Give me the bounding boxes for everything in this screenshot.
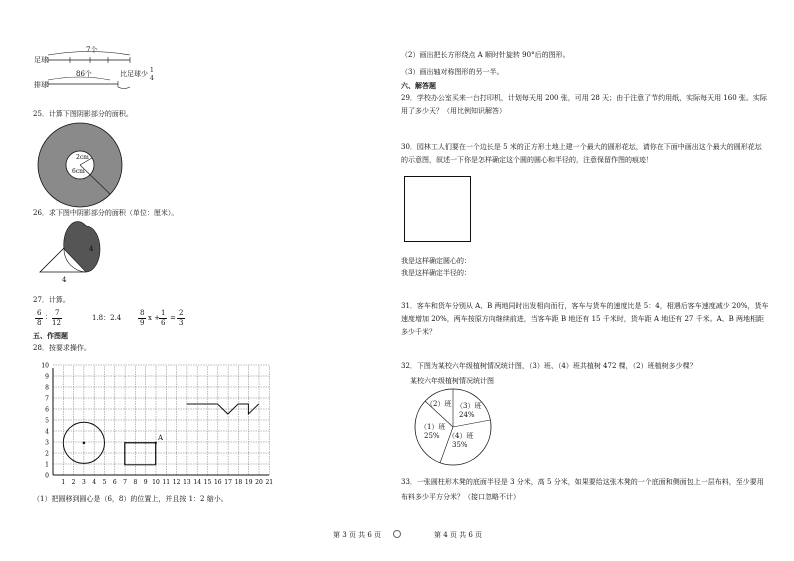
square-plot [404,176,471,242]
q28-text: 28．按要求操作。 [33,344,91,352]
pie-slice-4: （4）班 [448,432,474,440]
inner-radius-label: 2cm [76,154,89,161]
outer-radius-label: 6cm [72,168,85,175]
expr1-a-den: 8 [37,319,42,327]
point-a-label: A [158,434,164,442]
q30-center: 我是这样确定圆心的： [401,257,471,265]
y-tick-label: 7 [45,395,49,403]
point-a-dot [155,442,157,444]
line-segment-diagram [0,40,120,90]
q25-text: 25．计算下图阴影部分的面积。 [33,110,133,118]
expr1-op: ： [45,313,52,321]
q28-sub3: （3）画出轴对称图形的另一半。 [401,68,504,76]
pie-slice-3: （3）班 [456,402,482,410]
coordinate-grid [33,360,293,490]
y-tick-label: 6 [45,406,49,414]
bottom-mark: 86个 [76,70,92,78]
x-tick-label: 18 [234,479,243,486]
expr3-a-den: 9 [140,319,145,327]
label-football: 足球 [34,56,48,64]
q33-line1: 33．一张圆柱形木凳的底面半径是 3 分米，高 5 分米，如果要给这张木凳的一个底面和侧面包上一层布料，至少要用 [401,478,764,486]
q31-line3: 多少千米？ [401,328,436,336]
footer-left-page: 第 3 页 共 6 页 [333,531,382,539]
pie-value-3: 24% [459,411,475,419]
expr3-c-num: 2 [179,309,184,317]
q30-radius: 我是这样确定半径的： [401,269,471,277]
x-tick-label: 4 [92,479,97,486]
x-tick-label: 2 [71,479,76,486]
q26-text: 26．求下图中阴影部分的面积（单位：厘米）。 [33,209,179,217]
pie-value-1: 25% [424,432,440,440]
circle-center-dot [83,442,86,445]
y-tick-label: 4 [45,428,49,436]
x-tick-label: 19 [244,479,253,486]
pie-slice-1: （1）班 [420,423,446,431]
x-tick-label: 16 [213,479,222,486]
q29-line2: 用了多少天？（用比例知识解答） [401,107,506,115]
section6-heading: 六、解答题 [401,81,436,90]
x-tick-label: 1 [61,479,66,486]
y-tick-label: 9 [45,373,49,381]
y-tick-label: 2 [45,450,49,458]
y-tick-label: 5 [45,417,49,425]
bottom-note: 比足球少 [120,70,148,78]
expr3-b-num: 1 [161,309,166,317]
page-divider-icon [393,530,401,538]
q28-sub1: （1）把圆移到圆心是（6，8）的位置上，并且按 1：2 缩小。 [33,495,228,503]
q30-line1: 30．园林工人们要在一个边长是 5 米的正方形土地上建一个最大的圆形花坛，请你在下面中画出这个最大的圆形花坛 [401,143,762,151]
y-tick-label: 10 [41,362,49,370]
q28-sub2: （2）画出把长方形绕点 A 顺时针旋转 90°后的图形。 [401,51,570,59]
q29-line1: 29．学校办公室买来一台打印机，计划每天用 200 张，可用 28 天；由于注意了节约用纸，实际每天用 160 张。实际 [401,94,767,102]
x-tick-label: 7 [123,479,128,486]
footer-right-page: 第 4 页 共 6 页 [434,531,483,539]
y-tick-label: 3 [45,439,49,447]
symmetric-half-figure [187,404,259,414]
dim-right: 4 [89,245,94,253]
expr3-mid: x + [148,314,161,322]
section5-heading: 五、作图题 [33,331,68,340]
grid-rectangle [125,443,156,465]
y-tick-label: 1 [45,461,49,469]
expr2: 1.8：2.4 [92,314,122,322]
x-tick-label: 9 [143,479,148,486]
x-tick-label: 6 [112,479,117,486]
x-tick-label: 3 [81,479,86,486]
q31-line1: 31．客车和货车分别从 A、B 两地同时出发相向而行，客车与货车的速度比是 5：4，相遇后客车速度减少 20%，货车 [401,302,769,310]
pie-value-4: 35% [452,441,468,449]
x-tick-label: 14 [193,479,202,486]
x-tick-label: 21 [265,479,274,486]
x-tick-label: 5 [102,479,107,486]
dim-bottom: 4 [62,276,67,284]
x-tick-label: 12 [172,479,181,486]
pie-slice-2: （2）班 [426,400,452,408]
x-tick-label: 13 [183,479,191,486]
top-mark: 7个 [86,46,98,54]
expr3-eq: = [170,314,176,322]
y-tick-labels [41,363,49,480]
x-tick-label: 8 [133,479,138,486]
x-tick-label: 17 [224,479,232,486]
grid-lines [53,365,269,475]
x-tick-label: 10 [152,479,160,486]
q32-line1: 32．下图为某校六年级植树情况统计图，（3）班、（4）班共植树 472 棵，（2）班植树多少棵？ [401,362,697,370]
bottom-frac-den: 4 [150,75,154,82]
label-volleyball: 排球 [34,81,48,89]
expr3-c-den: 3 [179,319,184,327]
expr3-a-num: 8 [140,309,145,317]
q30-line2: 的示意图，叙述一下你是怎样确定这个圆的圆心和半径的，注意保留作图的痕迹！ [401,156,653,164]
x-tick-label: 20 [255,479,263,486]
bottom-frac-num: 1 [150,67,154,74]
pie-title: 某校六年级植树情况统计图 [410,377,494,385]
shaded-region [64,222,100,272]
x-tick-labels [61,479,273,486]
x-tick-label: 15 [203,479,212,486]
q27-text: 27．计算。 [33,296,70,304]
y-tick-label: 8 [45,384,49,392]
q33-line2: 布料多少平方分米？（接口忽略不计） [401,493,520,501]
expr1-a-num: 6 [37,309,42,317]
x-tick-label: 11 [162,479,171,486]
expr1-b-num: 7 [55,309,60,317]
y-tick-label: 0 [45,472,49,480]
q31-line2: 速度增加 20%，两车按原方向继续前进，当客车距 B 地还有 15 千米时，货车距 A 地还有 27 千米。A、B 两地相距 [401,315,765,323]
expr1-b-den: 12 [52,319,61,327]
expr3-b-den: 6 [161,319,166,327]
